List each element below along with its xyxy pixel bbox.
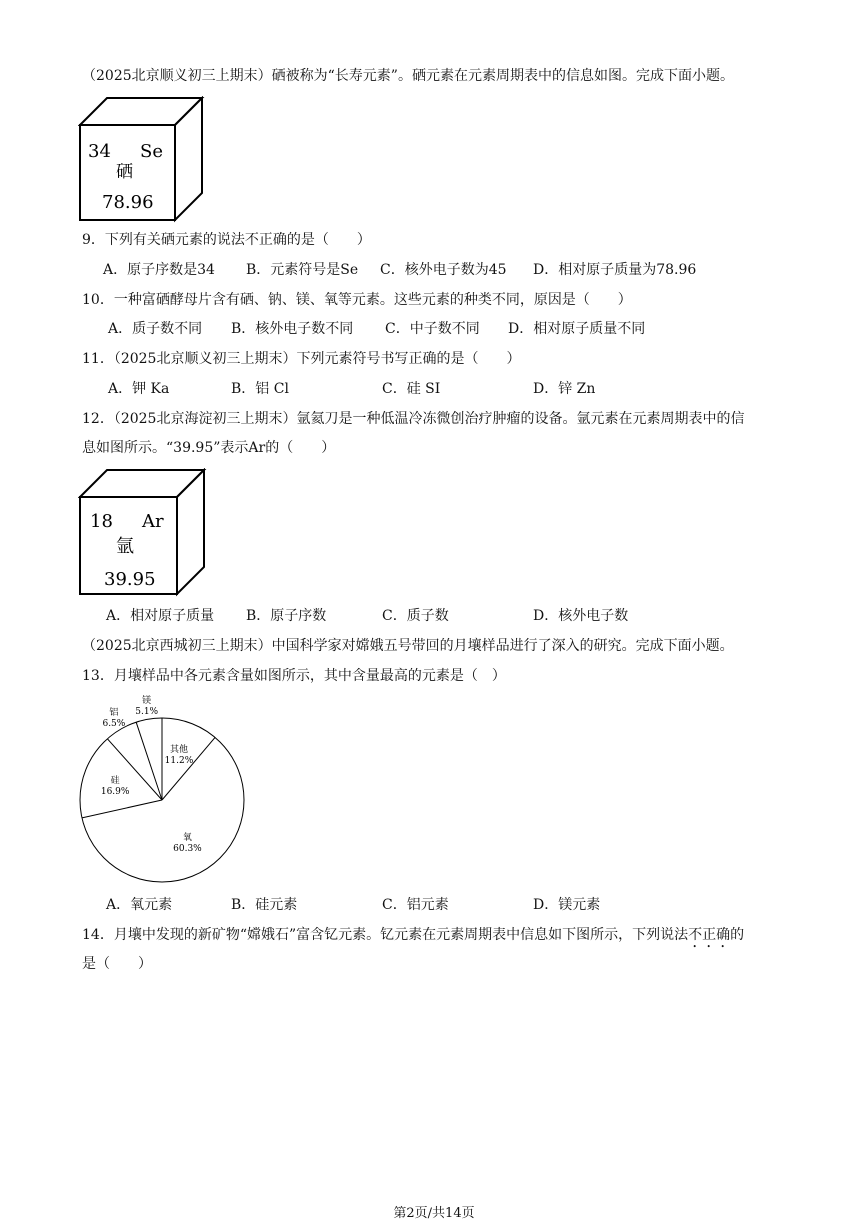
q9-option-a[interactable]: A．原子序数是34: [103, 262, 215, 278]
q10-stem: 10．一种富硒酵母片含有硒、钠、镁、氧等元素。这些元素的种类不同，原因是（ ）: [82, 292, 632, 308]
q12-stem-line2: 息如图所示。“39.95”表示Ar的（ ）: [82, 440, 336, 456]
element-name: 硒: [116, 162, 133, 182]
q9-stem: 9．下列有关硒元素的说法不正确的是（ ）: [82, 232, 371, 248]
page-footer: 第2页/共14页: [393, 1206, 475, 1221]
q9-option-d[interactable]: D．相对原子质量为78.96: [533, 262, 697, 278]
pie-slice-label: 铝: [109, 707, 119, 718]
atomic-number: 18: [90, 511, 113, 532]
q11-option-a[interactable]: A．钾 Ka: [108, 381, 170, 397]
intro-moon: （2025北京西城初三上期末）中国科学家对嫦娥五号带回的月壤样品进行了深入的研究。完成下面小题。: [82, 638, 734, 654]
atomic-mass: 78.96: [102, 192, 154, 213]
q11-option-c[interactable]: C．硅 SI: [382, 381, 441, 397]
q10-option-c[interactable]: C．中子数不同: [385, 321, 480, 337]
q10-option-a[interactable]: A．质子数不同: [108, 321, 203, 337]
q13-option-b[interactable]: B．硅元素: [231, 897, 298, 913]
q13-stem: 13．月壤样品中各元素含量如图所示，其中含量最高的元素是（ ）: [82, 668, 506, 684]
atomic-number: 34: [88, 141, 111, 162]
q12-option-a[interactable]: A．相对原子质量: [106, 608, 215, 624]
pie-slice-label: 其他: [169, 744, 188, 755]
q13-option-a[interactable]: A．氧元素: [106, 897, 173, 913]
pie-slice-label: 镁: [142, 696, 152, 707]
atomic-mass: 39.95: [104, 569, 156, 590]
element-name: 氩: [116, 536, 134, 557]
q9-option-c[interactable]: C．核外电子数为45: [380, 262, 507, 278]
element-symbol: Se: [140, 141, 163, 162]
q14-stem-line1: 14．月壤中发现的新矿物“嫦娥石”富含钇元素。钇元素在元素周期表中信息如下图所示，下列说法不正确的: [82, 927, 745, 943]
pie-slice-value: 16.9%: [100, 786, 130, 797]
element-symbol: Ar: [142, 511, 164, 532]
element-content-pie-chart: [70, 690, 260, 890]
q13-option-c[interactable]: C．铝元素: [382, 897, 449, 913]
pie-slice-label: 硅: [110, 775, 120, 786]
q10-option-d[interactable]: D．相对原子质量不同: [508, 321, 646, 337]
pie-slice-value: 6.5%: [102, 718, 126, 729]
q11-option-b[interactable]: B．铝 Cl: [231, 381, 289, 397]
pie-slice-label: 氧: [182, 833, 192, 844]
q12-option-b[interactable]: B．原子序数: [246, 608, 327, 624]
q11-option-d[interactable]: D．锌 Zn: [533, 381, 596, 397]
pie-slice-value: 11.2%: [164, 755, 194, 766]
intro-se: （2025北京顺义初三上期末）硒被称为“长寿元素”。硒元素在元素周期表中的信息如图。完成下面小题。: [82, 68, 734, 84]
q12-stem-line1: 12．（2025北京海淀初三上期末）氩氦刀是一种低温冷冻微创治疗肿瘤的设备。氩元素在元素周期表中的信: [82, 411, 745, 427]
pie-slice-value: 5.1%: [135, 707, 159, 718]
q13-option-d[interactable]: D．镁元素: [533, 897, 601, 913]
emphasis-text: 不正确: [688, 927, 731, 943]
q10-option-b[interactable]: B．核外电子数不同: [231, 321, 354, 337]
q14-stem-line2: 是（ ）: [82, 956, 152, 972]
q12-option-c[interactable]: C．质子数: [382, 608, 449, 624]
q11-stem: 11．（2025北京顺义初三上期末）下列元素符号书写正确的是（ ）: [82, 351, 521, 367]
element-card-se: [78, 96, 208, 224]
element-card-ar: [78, 468, 210, 598]
pie-slice-value: 60.3%: [173, 844, 202, 855]
q9-option-b[interactable]: B．元素符号是Se: [246, 262, 359, 278]
q12-option-d[interactable]: D．核外电子数: [533, 608, 629, 624]
